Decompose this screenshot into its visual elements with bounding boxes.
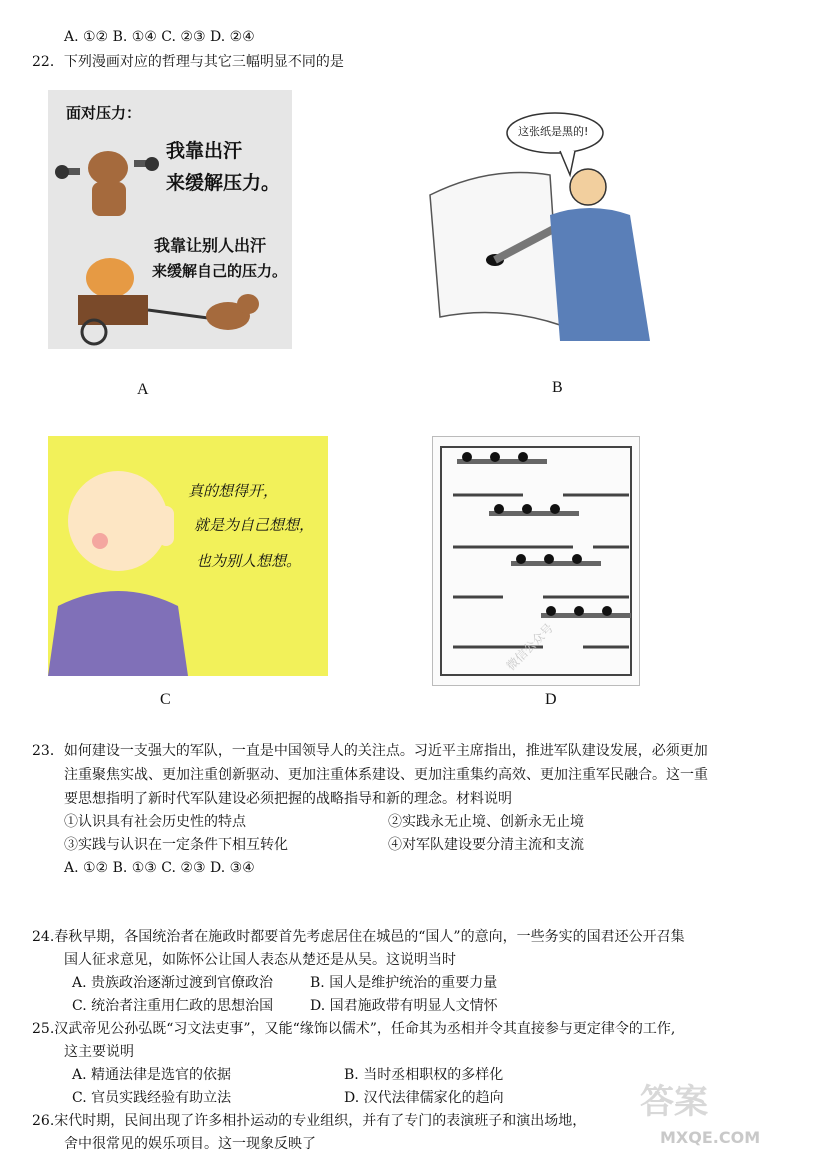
watermark-site: MXQE.COM — [660, 1128, 761, 1147]
q23-item-3: ③实践与认识在一定条件下相互转化 — [64, 837, 288, 853]
figure-b-bubble-text: 这张纸是黑的! — [518, 125, 589, 138]
q25-option-c: C. 官员实践经验有助立法 — [72, 1090, 232, 1106]
figure-a-line3: 我靠让别人出汗 — [154, 236, 267, 255]
figure-a-caption: A — [137, 381, 149, 398]
q21-options: A. ①② B. ①④ C. ②③ D. ②④ — [64, 29, 255, 45]
figure-c-line1: 真的想得开， — [188, 482, 279, 500]
q23-stem-line1: 23．如何建设一支强大的军队，一直是中国领导人的关注点。习近平主席指出，推进军队建设发展，必须更加 — [32, 743, 708, 759]
watermark-answer: 答案 — [640, 1082, 708, 1122]
figure-b-caption: B — [552, 379, 563, 396]
figure-c-line2: 就是为自己想想， — [194, 516, 315, 534]
q26-stem-line1: 26.宋代时期，民间出现了许多相扑运动的专业组织，并有了专门的表演班子和演出场地， — [32, 1113, 587, 1129]
figure-a-line4: 来缓解自己的压力。 — [152, 262, 288, 280]
figure-a-line1: 我靠出汗 — [166, 140, 243, 162]
q25-option-b: B. 当时丞相职权的多样化 — [344, 1067, 504, 1083]
q25-stem-line1: 25.汉武帝见公孙弘既“习文法吏事”，又能“缘饰以儒术”，任命其为丞相并令其直接参与更定律令的工作, — [32, 1021, 676, 1037]
q24-option-a: A. 贵族政治逐渐过渡到官僚政治 — [72, 975, 274, 991]
q25-option-d: D. 汉代法律儒家化的趋向 — [344, 1090, 504, 1106]
figure-c-line3: 也为别人想想。 — [196, 552, 302, 570]
q24-option-d: D. 国君施政带有明显人文情怀 — [310, 998, 498, 1014]
q23-stem-line3: 要思想指明了新时代军队建设必须把握的战略指导和新的理念。材料说明 — [64, 791, 512, 807]
q25-option-a: A. 精通法律是选官的依据 — [72, 1067, 232, 1083]
figure-d-caption: D — [545, 691, 557, 708]
q23-options: A. ①② B. ①③ C. ②③ D. ③④ — [64, 860, 255, 876]
q23-item-1: ①认识具有社会历史性的特点 — [64, 814, 246, 830]
figure-c-caption: C — [160, 691, 171, 708]
q25-stem-line2: 这主要说明 — [64, 1044, 134, 1060]
q22-stem: 22．下列漫画对应的哲理与其它三幅明显不同的是 — [32, 54, 344, 70]
q23-stem-line2: 注重聚焦实战、更加注重创新驱动、更加注重体系建设、更加注重集约高效、更加注重军民融合。这一重 — [64, 767, 708, 783]
figure-c — [48, 436, 328, 676]
figure-a-line2: 来缓解压力。 — [166, 172, 281, 194]
figure-b — [390, 105, 680, 341]
figure-b-illustration — [390, 105, 680, 341]
watermark-wechat: 微信公众号 — [503, 620, 557, 674]
q24-option-c: C. 统治者注重用仁政的思想治国 — [72, 998, 274, 1014]
q24-option-b: B. 国人是维护统治的重要力量 — [310, 975, 498, 991]
q24-stem-line2: 国人征求意见，如陈怀公让国人表态从楚还是从吴。这说明当时 — [64, 952, 456, 968]
q24-stem-line1: 24.春秋早期，各国统治者在施政时都要首先考虑居住在城邑的“国人”的意向，一些务实的国君还公开召集 — [32, 929, 685, 945]
q23-item-4: ④对军队建设要分清主流和支流 — [388, 837, 584, 853]
q23-item-2: ②实践永无止境、创新永无止境 — [388, 814, 584, 830]
q26-stem-line2: 舍中很常见的娱乐项目。这一现象反映了 — [64, 1136, 316, 1152]
figure-a-title: 面对压力： — [66, 104, 142, 122]
figure-a-illustration — [48, 90, 292, 349]
figure-a — [48, 90, 292, 349]
